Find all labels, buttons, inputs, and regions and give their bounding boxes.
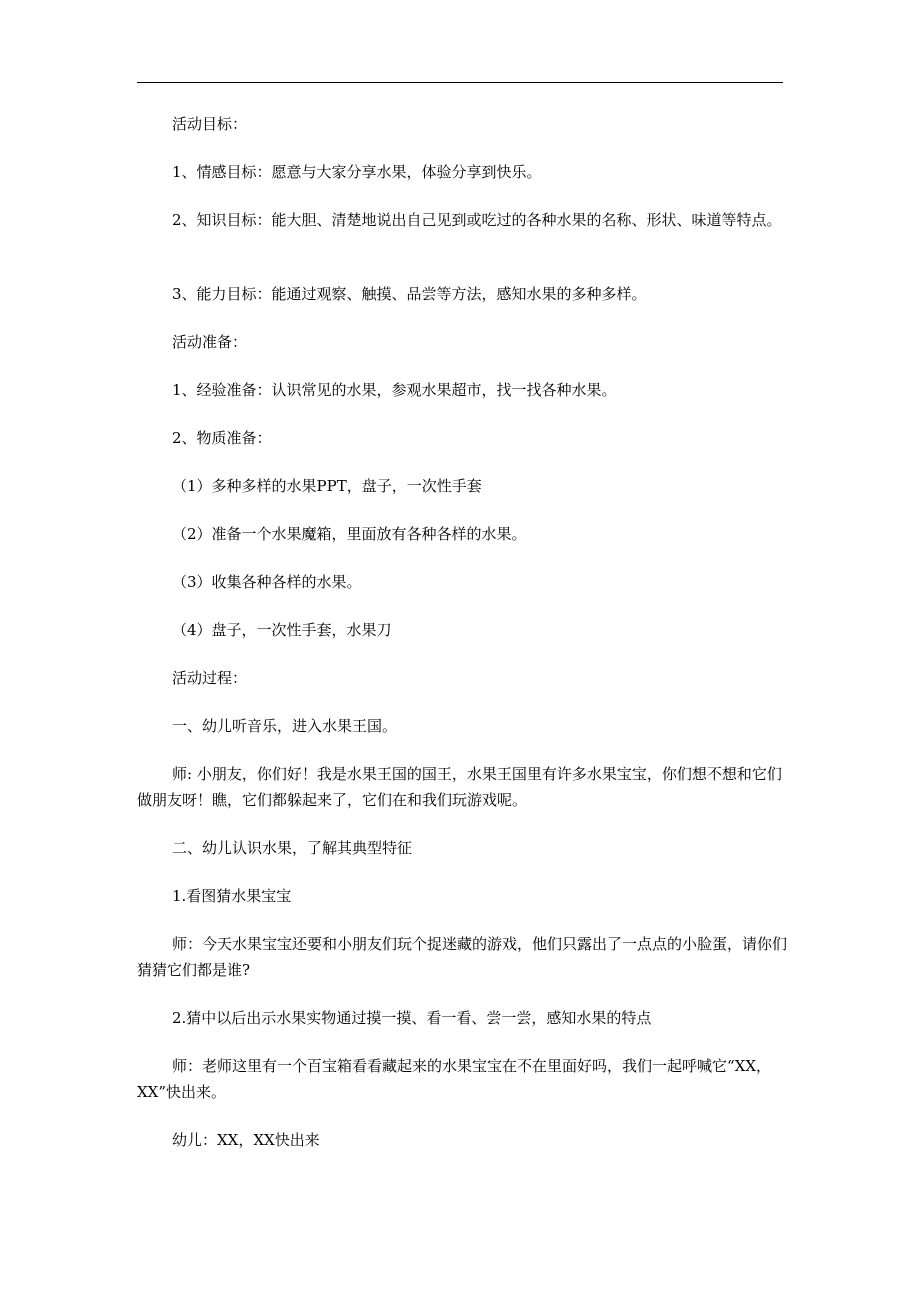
paragraph-children-response: 幼儿：XX，XX快出来 [172,1131,320,1149]
paragraph-substep-2: 2.猜中以后出示水果实物通过摸一摸、看一看、尝一尝，感知水果的特点 [172,1009,652,1027]
paragraph-goal-knowledge: 2、知识目标：能大胆、清楚地说出自己见到或吃过的各种水果的名称、形状、味道等特点。 [172,211,782,229]
paragraph-teacher-intro: 师: 小朋友，你们好！我是水果王国的国王，水果王国里有许多水果宝宝，你们想不想和它们做朋友呀！瞧，它们都躲起来了，它们在和我们玩游戏呢。 [137,765,782,809]
paragraph-goal-ability: 3、能力目标：能通过观察、触摸、品尝等方法，感知水果的多种多样。 [172,285,647,303]
paragraph-prep-materials: 2、物质准备： [172,429,272,447]
list-item-material-2: （2）准备一个水果魔箱，里面放有各种各样的水果。 [172,525,527,543]
paragraph-goal-emotion: 1、情感目标：愿意与大家分享水果，体验分享到快乐。 [172,163,542,181]
heading-activity-goals: 活动目标： [172,115,248,133]
list-item-material-1: （1）多种多样的水果PPT，盘子，一次性手套 [172,477,482,495]
list-item-material-4: （4）盘子，一次性手套，水果刀 [172,621,392,639]
paragraph-step-1: 一、幼儿听音乐，进入水果王国。 [172,717,398,735]
heading-activity-preparation: 活动准备： [172,333,248,351]
paragraph-substep-1: 1.看图猜水果宝宝 [172,887,292,905]
header-rule [137,82,783,83]
heading-activity-process: 活动过程： [172,669,248,687]
paragraph-prep-experience: 1、经验准备：认识常见的水果，参观水果超市，找一找各种水果。 [172,381,617,399]
list-item-material-3: （3）收集各种各样的水果。 [172,573,362,591]
paragraph-teacher-hide-seek: 师：今天水果宝宝还要和小朋友们玩个捉迷藏的游戏，他们只露出了一点点的小脸蛋，请你们猜猜它们都是谁? [137,935,788,979]
paragraph-teacher-treasure-box: 师：老师这里有一个百宝箱看看藏起来的水果宝宝在不在里面好吗，我们一起呼喊它“XX，XX”快出来。 [137,1057,772,1101]
paragraph-step-2: 二、幼儿认识水果，了解其典型特征 [172,839,413,857]
